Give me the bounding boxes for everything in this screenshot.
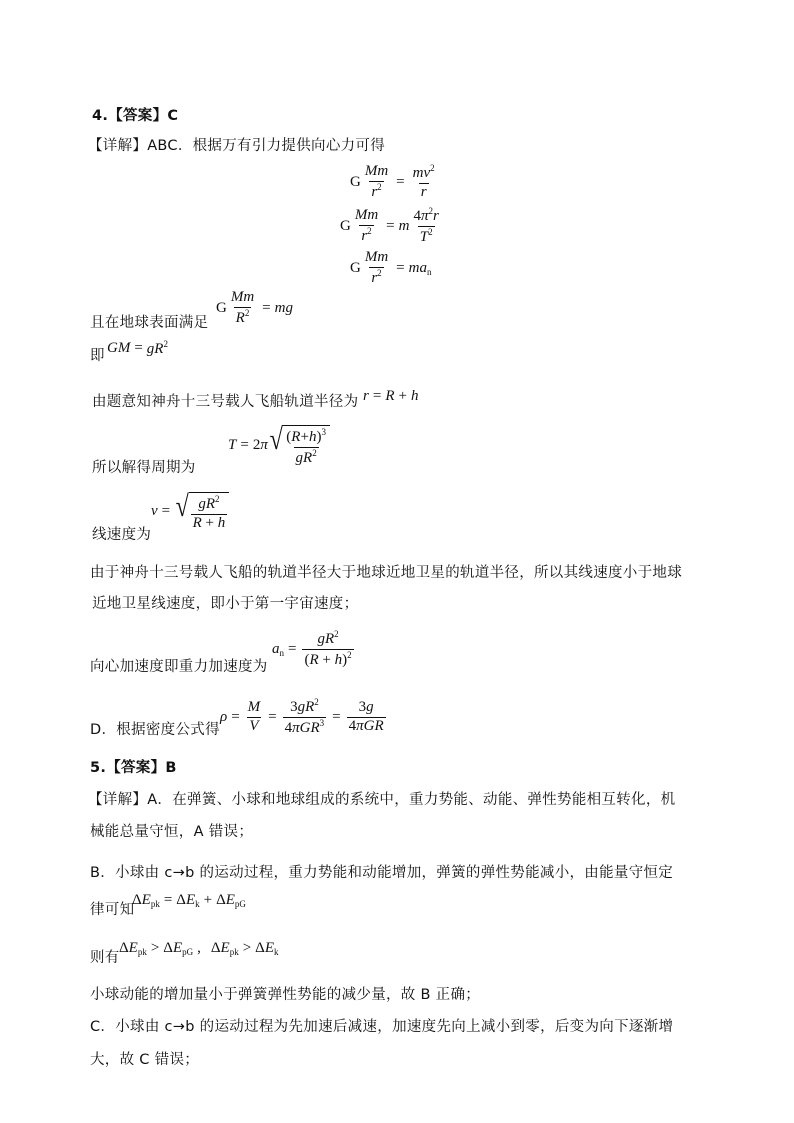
- q5-answer: 5.【答案】B: [90, 760, 177, 776]
- q4-radius-label: 由题意知神舟十三号载人飞船轨道半径为: [92, 394, 359, 410]
- q4-density-label: D．根据密度公式得: [90, 722, 220, 738]
- q4-accel-label: 向心加速度即重力加速度为: [90, 659, 268, 675]
- q5-b-line2-label: 律可知: [90, 902, 135, 918]
- equation-radius: r = R + h: [363, 388, 419, 404]
- equation-period: T = 2 π √ $\frac{(R+h)^3}{gR^2}$: [228, 425, 330, 467]
- equation-accel: $a_n$ = $\frac{gR^2}{(R + h)^2}$: [272, 629, 352, 668]
- equation-gm: GM = $gR^2$: [107, 339, 168, 357]
- q5-then-label: 则有: [90, 950, 120, 966]
- q4-period-label: 所以解得周期为: [92, 460, 196, 476]
- q5-a-line2: 械能总量守恒，A 错误；: [90, 824, 254, 840]
- q4-surface-label: 且在地球表面满足: [90, 315, 209, 331]
- equation-density: ρ = $\frac{M}{V}$ = $\frac{3gR^2}{4\pi GR^3}$ = $\frac{3g}{\text{4πGR}}$: [220, 697, 384, 736]
- q4-answer: 4.【答案】C: [92, 108, 179, 124]
- q4-detail-intro: 【详解】ABC．根据万有引力提供向心力可得: [88, 138, 386, 154]
- q5-b-conclusion: 小球动能的增加量小于弹簧弹性势能的减少量，故 B 正确；: [90, 987, 481, 1003]
- equation-gravity-period: G $\frac{Mm}{r^2}$ = m $\frac{4\pi^2r}{T^2}$: [340, 206, 439, 245]
- q5-a-line1: 【详解】A．在弹簧、小球和地球组成的系统中，重力势能、动能、弹性势能相互转化，机: [88, 792, 676, 808]
- q4-velocity-label: 线速度为: [92, 527, 152, 543]
- q5-b-line1: B．小球由 c→b 的运动过程，重力势能和动能增加，弹簧的弹性势能减小，由能量守恒定: [90, 865, 674, 881]
- equation-velocity: v = √ $\frac{gR^2}{R + h}$: [151, 492, 229, 532]
- equation-inequalities: Δ $E_{pk}$ > Δ $E_{pG}$ , Δ $E_{pk}$ > Δ $E_k$: [119, 940, 279, 957]
- q4-gm-label: 即: [90, 348, 105, 364]
- q5-c-line1: C．小球由 c→b 的运动过程为先加速后减速，加速度先向上减小到零，后变为向下逐渐增: [90, 1019, 674, 1035]
- q4-compare-line1: 由于神舟十三号载人飞船的轨道半径大于地球近地卫星的轨道半径，所以其线速度小于地球: [90, 565, 682, 581]
- equation-surface: G $\frac{Mm}{R^2}$ = mg: [216, 289, 293, 326]
- equation-energy-conservation: Δ $E_{pk}$ = Δ $E_k$ + Δ $E_{pG}$: [132, 892, 246, 909]
- equation-gravity-velocity: G $\frac{Mm}{r^2}$ = $\frac{mv^2}{r}$: [350, 163, 435, 200]
- q5-c-line2: 大，故 C 错误；: [90, 1052, 200, 1068]
- q4-compare-line2: 近地卫星线速度，即小于第一宇宙速度；: [92, 596, 359, 612]
- equation-gravity-accel: G $\frac{Mm}{r^2}$ = $ma_n$: [350, 249, 432, 286]
